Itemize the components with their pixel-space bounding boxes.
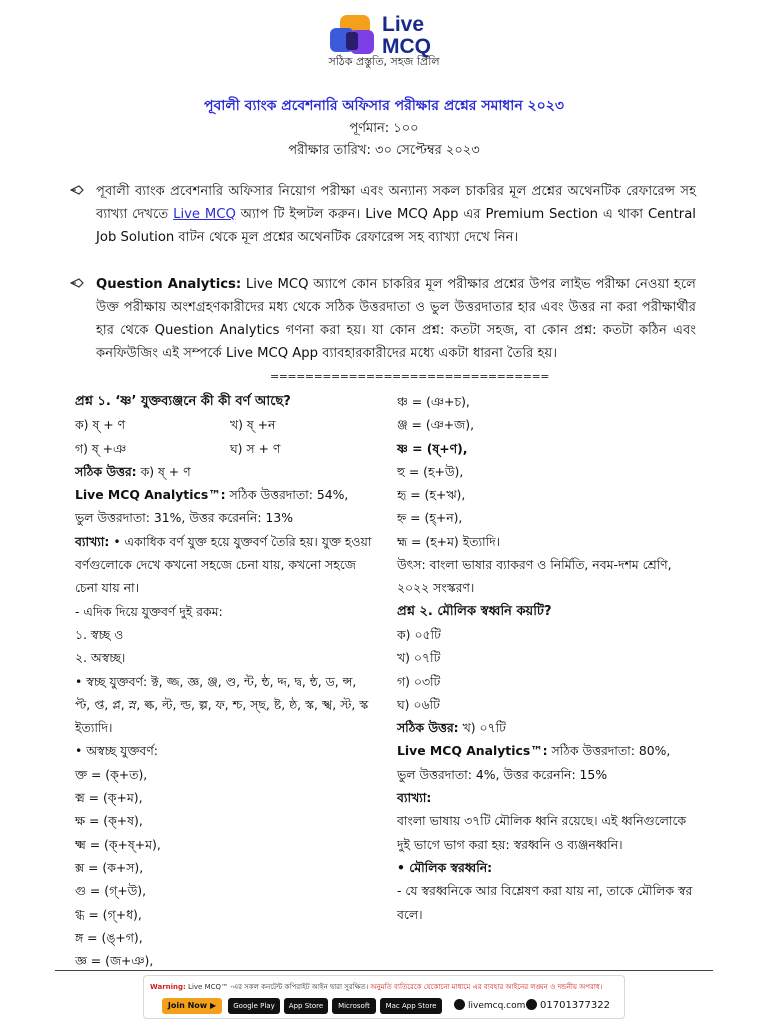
list-item: গু = (গ্+উ), — [75, 883, 147, 899]
separator: ================================ — [270, 370, 549, 383]
q2-analytics-1: সঠিক উত্তরদাতা: 80%, — [547, 743, 671, 759]
website-text: livemcq.com — [468, 1001, 526, 1011]
q1-list-left — [75, 763, 375, 973]
logo-tagline: সঠিক প্রস্তুতি, সহজ প্রিলি — [328, 55, 440, 68]
full-marks: পূর্ণমান: ১০০ — [349, 121, 419, 136]
question-2: প্রশ্ন ২. মৌলিক স্বধ্বনি কয়টি? — [397, 603, 552, 619]
list-item: ঞ্জ = (ঞ+জ), — [397, 417, 475, 433]
list-item: জ্ঞ = (জ+ঞ), — [75, 953, 154, 969]
list-item: ক্ত = (ক্+ত), — [75, 766, 148, 782]
q1-expl-1: • একাধিক বর্ণ যুক্ত হয়ে যুক্তবর্ণ তৈরি হয়। যুক্ত হওয়া বর্ণগুলোকে দেখে কখনো সহজে চেনা যায়, কখনো সহজে চেনা যায় না। — [75, 533, 372, 596]
q1-expl-3: ১. স্বচ্ছ ও — [75, 626, 124, 642]
q1-expl-6: • অস্বচ্ছ যুক্তবর্ণ: — [75, 743, 158, 759]
intro-paragraph-2 — [96, 273, 696, 365]
q1-explanation — [75, 530, 375, 600]
q2-option-b: খ) ০৭টি — [397, 650, 441, 666]
q1-answer-label: সঠিক উত্তর: — [75, 463, 137, 479]
list-item: ক্স = (ক+স), — [75, 859, 144, 875]
list-item-highlight: ষ্ণ = (ষ্+ণ), — [397, 440, 468, 456]
warning-red-text: অনুমতি ব্যতিরেকে যেকোনো মাধ্যমে এর ব্যবহার আইনের লঙ্ঘন ও দন্ডনীয় অপরাধ। — [370, 983, 603, 991]
q2-expl-label: ব্যাখ্যা: — [397, 790, 432, 806]
q2-expl-3: - যে স্বরধ্বনিকে আর বিশ্লেষণ করা যায় না, তাকে মৌলিক স্বর বলে। — [397, 883, 693, 922]
list-item: ক্ষ = (ক্+ষ), — [75, 813, 143, 829]
q1-options-row-1 — [75, 413, 375, 436]
q1-analytics-2: ভুল উত্তরদাতা: 31%, উত্তর করেননি: 13% — [75, 510, 293, 526]
question-1: প্রশ্ন ১. ‘ষ্ণ’ যুক্তব্যঞ্জনে কী কী বর্ণ আছে? — [75, 394, 291, 409]
microsoft-store-badge[interactable]: Microsoft — [332, 998, 376, 1014]
website-link[interactable] — [454, 998, 525, 1014]
footer-banner — [143, 975, 625, 1019]
intro-1-text-a: পূবালী ব্যাংক প্রবেশনারি অফিসার নিয়োগ পরীক্ষা এবং অন্যান্য সকল চাকরির মূল প্রশ্নের অথেনটিক রেফারেন্স সহ ব্যাখ্যা দেখতে — [96, 184, 696, 222]
q1-analytics — [75, 483, 375, 506]
footer-divider — [55, 970, 713, 971]
q1-option-b: খ) ষ্ +ন — [230, 417, 276, 433]
q1-analytics-1: সঠিক উত্তরদাতা: 54%, — [225, 487, 349, 503]
list-item: হৃ = (হ+ঋ), — [397, 487, 466, 503]
q2-expl-1: বাংলা ভাষায় ৩৭টি মৌলিক ধ্বনি রয়েছে। এই ধ্বনিগুলোকে দুই ভাগে ভাগ করা হয়: স্বরধ্বনি ও ব্যঞ্জনধ্বনি। — [397, 813, 687, 852]
pointer-hand-icon — [70, 277, 84, 289]
list-item: ঞ্চ = (ঞ+চ), — [397, 394, 470, 409]
q2-option-a: ক) ০৫টি — [397, 626, 441, 642]
list-item: ক্ষ্ম = (ক্+ষ্+ম), — [75, 836, 161, 852]
google-play-badge[interactable]: Google Play — [228, 998, 280, 1014]
warning-label: Warning: — [150, 983, 186, 991]
list-item: হু = (হ+উ), — [397, 463, 464, 479]
warning-text: Live MCQ™ -এর সকল কনটেন্ট কপিরাইট আইন দ্বারা সুরক্ষিত। — [185, 983, 371, 991]
intro-paragraph-1 — [96, 180, 696, 249]
q2-option-c: গ) ০৩টি — [397, 673, 441, 689]
q1-options-row-2 — [75, 437, 375, 460]
q2-answer-label: সঠিক উত্তর: — [397, 720, 459, 736]
q2-analytics-2: ভুল উত্তরদাতা: 4%, উত্তর করেননি: 15% — [397, 766, 608, 782]
question-analytics-label: Question Analytics: — [96, 277, 242, 292]
logo-line-2: MCQ — [382, 35, 431, 58]
q2-analytics — [397, 739, 697, 762]
q1-expl-2: - এদিক দিয়ে যুক্তবর্ণ দুই রকম: — [75, 603, 223, 619]
q1-expl-5: • স্বচ্ছ যুক্তবর্ণ: ক্ট, জ্জ, জ্ঞ, ঞ্জ, ণ্ড, ন্ট, ন্ঠ, দ্দ, দ্ব, ন্ঠ, ড, ন্স, প্ট, প্ত, প্ল, স্ন, ল্ক, ল্ট, ল্ড, ল্প, ফ, শ্চ, স্ছ, ষ্ট, ষ্ঠ, স্ক, স্খ, স্ট, স্ক ইত্যাদি। — [75, 673, 369, 736]
left-column — [75, 390, 375, 972]
q2-option-d: ঘ) ০৬টি — [397, 696, 440, 712]
phone-icon — [526, 999, 537, 1010]
q1-answer — [75, 460, 375, 483]
page-title: পূবালী ব্যাংক প্রবেশনারি অফিসার পরীক্ষার প্রশ্নের সমাধান ২০২৩ — [204, 98, 564, 114]
q2-answer-value: খ) ০৭টি — [458, 720, 506, 736]
q1-analytics-label: Live MCQ Analytics™: — [75, 487, 226, 503]
question-analytics-text: Live MCQ অ্যাপে কোন চাকরির মূল পরীক্ষার প্রশ্নের উপর লাইভ পরীক্ষা নেওয়া হলে উক্ত পরীক্ষায় অংশগ্রহণকারীদের মধ্য থেকে সঠিক উত্তরদাতা ও ভুল উত্তরদাতার হার এবং উত্তর না করা পরীক্ষার্থীর হার থেকে Question Analytics গণনা করা হয়। যা কোন প্রশ্ন: কতটা সহজ, বা কোন প্রশ্ন: কতটা কঠিন এবং কনফিউজিং এই সম্পর্কে Live MCQ App ব্যাবহারকারীদের মধ্যে একটা ধারনা তৈরি হয়। — [96, 277, 696, 361]
globe-icon — [454, 999, 465, 1010]
list-item: হ্ন = (হ্+ন), — [397, 510, 463, 526]
q1-option-c: গ) ষ্ +ঞ — [75, 440, 127, 456]
pointer-hand-icon — [70, 184, 84, 196]
q2-analytics-label: Live MCQ Analytics™: — [397, 743, 548, 759]
q2-expl-2: • মৌলিক স্বরধ্বনি: — [397, 859, 493, 875]
list-item: গ্ধ = (গ্+ধ), — [75, 906, 142, 922]
q1-source: উৎস: বাংলা ভাষার ব্যাকরণ ও নির্মিতি, নবম-দশম শ্রেণি, ২০২২ সংস্করণ। — [397, 557, 672, 596]
q1-answer-value: ক) ষ্ + ণ — [136, 463, 191, 479]
copyright-warning — [150, 981, 618, 993]
mac-app-store-badge[interactable]: Mac App Store — [380, 998, 442, 1014]
list-item: ক্ম = (ক্+ম), — [75, 790, 143, 806]
logo-line-1: Live — [382, 13, 425, 36]
list-item: হ্ম = (হ+ম) ইত্যাদি। — [397, 533, 501, 549]
q1-expl-4: ২. অস্বচ্ছ। — [75, 650, 126, 666]
live-mcq-link[interactable]: Live MCQ — [173, 207, 236, 222]
app-store-badge[interactable]: App Store — [284, 998, 328, 1014]
phone-text: 01701377322 — [540, 1000, 610, 1011]
phone-number[interactable] — [526, 998, 610, 1014]
exam-date: পরীক্ষার তারিখ: ৩০ সেপ্টেম্বর ২০২৩ — [288, 143, 480, 158]
logo-text — [382, 14, 431, 58]
join-now-button[interactable]: Join Now ▶ — [162, 998, 222, 1014]
right-column — [397, 390, 697, 926]
q1-expl-label: ব্যাখ্যা: — [75, 533, 110, 549]
q2-answer — [397, 716, 697, 739]
q1-option-d: ঘ) স + ণ — [230, 440, 281, 456]
intro-1-text-b: অ্যাপ টি ইন্সটল করুন। Live MCQ App এর Premium Section এ থাকা Central Job Solution বাটন থেকে মূল প্রশ্নের অথেনটিক রেফারেন্স সহ ব্যাখ্যা দেখে নিন। — [96, 207, 696, 245]
q1-option-a: ক) ষ্ + ণ — [75, 417, 126, 433]
list-item: ঙ্গ = (ঙ্+গ), — [75, 929, 143, 945]
